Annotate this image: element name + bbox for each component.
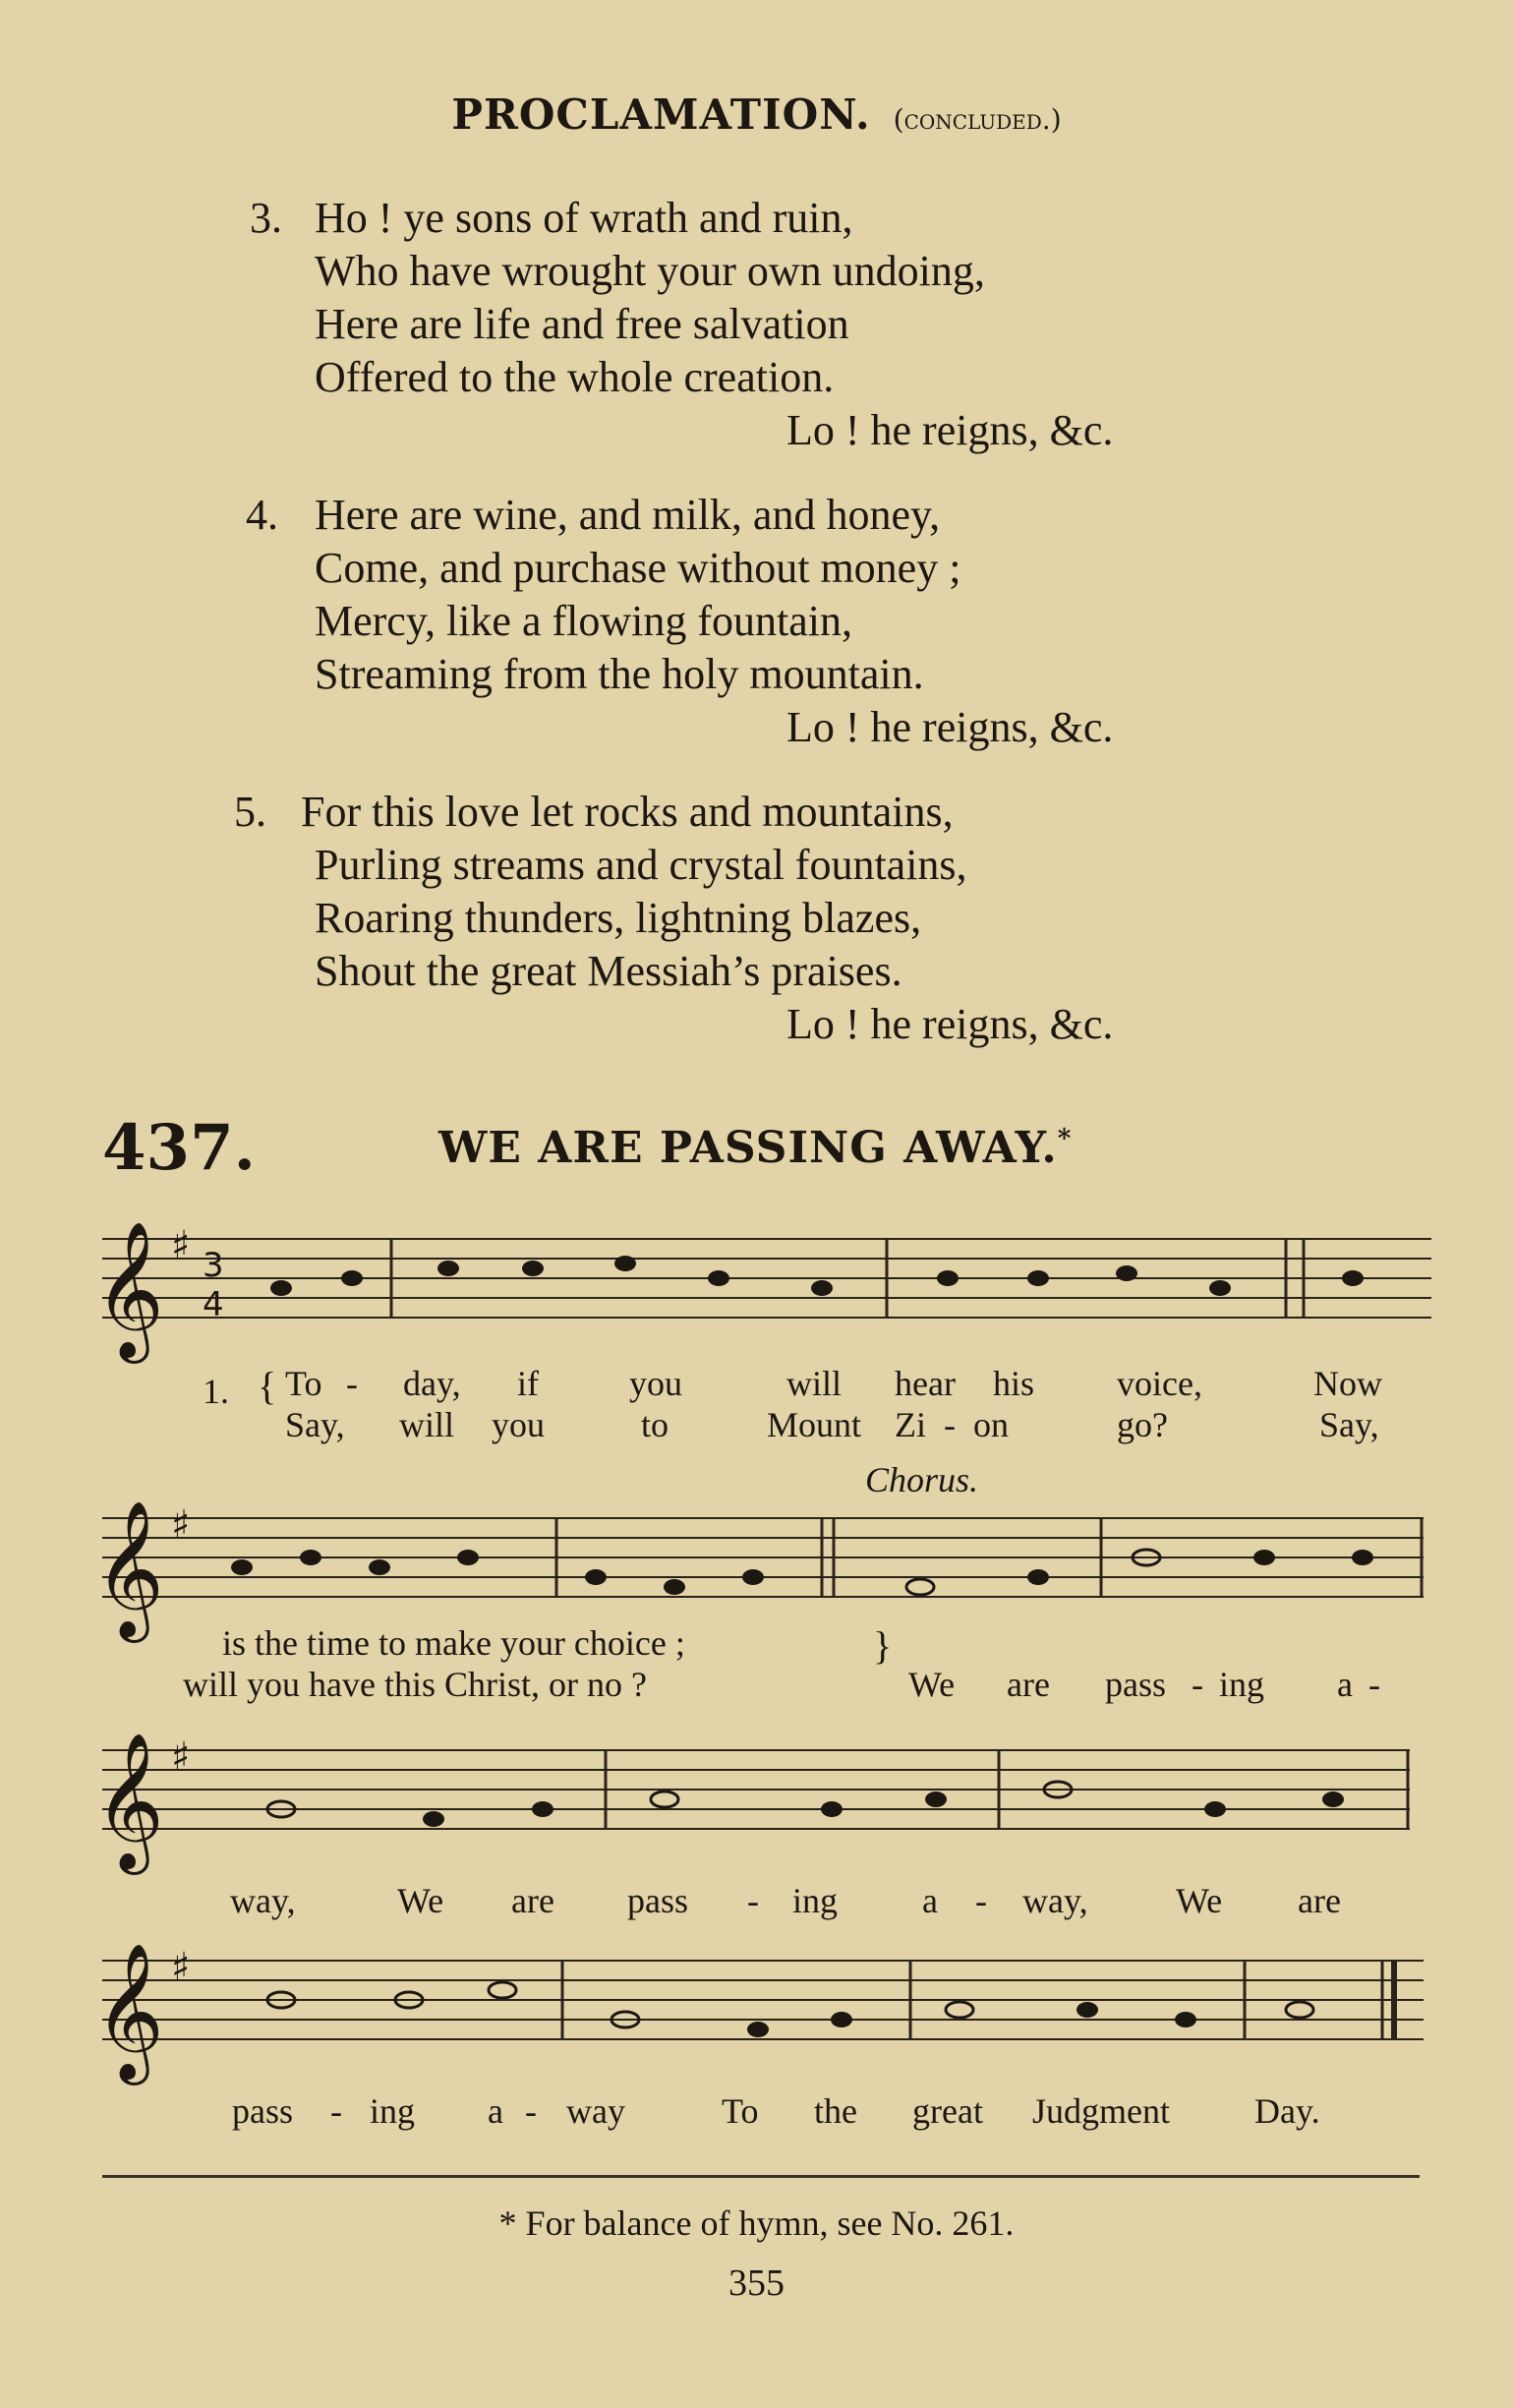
lyric-syllable: if [517, 1364, 539, 1403]
stanza-line: For this love let rocks and mountains, [301, 788, 954, 836]
lyric-line: will you have this Christ, or no ? [183, 1665, 647, 1704]
verse-number: 1. [203, 1372, 229, 1411]
lyric-syllable: day, [403, 1364, 461, 1403]
stanza-refrain: Lo ! he reigns, &c. [786, 703, 1114, 751]
lyric-syllable: We [1176, 1881, 1223, 1920]
hymn-title-mark: * [1057, 1124, 1073, 1154]
lyric-syllable: a [922, 1881, 938, 1920]
lyric-syllable: ing [370, 2091, 416, 2131]
lyric-syllable: - [747, 1881, 759, 1920]
stanza-line: Roaring thunders, lightning blazes, [315, 894, 922, 942]
lyric-syllable: ing [792, 1881, 839, 1920]
stanza-line: Who have wrought your own undoing, [315, 247, 985, 295]
stanza-refrain: Lo ! he reigns, &c. [786, 1000, 1114, 1048]
lyric-syllable: - [346, 1364, 358, 1403]
notes-system-3 [267, 1782, 1344, 1827]
lyric-syllable: are [511, 1881, 554, 1920]
sharp-icon: ♯ [171, 1945, 191, 1990]
lyric-syllable: - [975, 1881, 987, 1920]
stanza-line: Come, and purchase without money ; [315, 544, 961, 592]
time-signature: 3 [203, 1246, 224, 1285]
lyric-syllable: way [566, 2091, 625, 2131]
lyric-syllable: his [993, 1364, 1035, 1403]
lyric-syllable: - [1368, 1665, 1380, 1704]
lyric-syllable: Say, [1319, 1405, 1379, 1444]
footnote-divider [102, 2175, 1420, 2178]
lyric-syllable: the [814, 2091, 857, 2131]
treble-clef-icon: 𝄞 [94, 1733, 164, 1869]
lyric-syllable: pass [1105, 1665, 1166, 1704]
staff-system-1 [102, 1239, 1431, 1318]
stanza-line: Mercy, like a flowing fountain, [315, 597, 852, 645]
footnote: * For balance of hymn, see No. 261. [498, 2203, 1015, 2243]
notes-system-1 [270, 1256, 1364, 1296]
lyric-syllable: Judgment [1032, 2091, 1170, 2131]
lyric-syllable: you [629, 1364, 682, 1403]
lyric-syllable: are [1298, 1881, 1341, 1920]
notes-system-2 [231, 1550, 1373, 1595]
lyric-syllable: pass [232, 2091, 293, 2131]
stanza-line: Offered to the whole creation. [315, 353, 835, 401]
treble-clef-icon: 𝄞 [94, 1500, 164, 1637]
lyric-syllable: To [285, 1364, 322, 1403]
stanza-number: 4. [246, 491, 278, 539]
stanza-line: Streaming from the holy mountain. [315, 650, 924, 698]
lyric-syllable: way, [230, 1881, 296, 1920]
notes-system-4 [267, 1982, 1313, 2037]
sharp-icon: ♯ [171, 1502, 191, 1548]
stanza-number: 3. [250, 194, 282, 242]
lyric-syllable: way, [1022, 1881, 1088, 1920]
lyric-syllable: will [786, 1364, 843, 1403]
lyric-syllable: great [912, 2091, 983, 2131]
lyric-syllable: you [492, 1405, 545, 1444]
brace-icon: } [873, 1623, 893, 1668]
lyric-syllable: - [330, 2091, 342, 2131]
lyric-syllable: We [397, 1881, 444, 1920]
sharp-icon: ♯ [171, 1223, 191, 1268]
treble-clef-icon: 𝄞 [94, 1221, 164, 1358]
hymn-title [438, 1123, 1072, 1173]
brace-icon: { [258, 1364, 277, 1408]
lyric-syllable: to [641, 1405, 669, 1444]
page-header-title: PROCLAMATION. [451, 90, 871, 139]
lyric-syllable: Mount [767, 1405, 862, 1444]
lyric-line: is the time to make your choice ; [222, 1623, 685, 1663]
lyric-syllable: will [399, 1405, 455, 1444]
time-signature: 4 [203, 1285, 224, 1324]
lyric-syllable: hear [895, 1364, 956, 1403]
page-header [0, 90, 1513, 139]
staff-system-3 [102, 1750, 1410, 1829]
stanza-number: 5. [234, 788, 266, 836]
lyric-syllable: Day. [1254, 2091, 1320, 2131]
stanza-line: Shout the great Messiah’s praises. [315, 947, 902, 995]
stanza-refrain: Lo ! he reigns, &c. [786, 406, 1114, 454]
lyric-syllable: are [1007, 1665, 1050, 1704]
lyric-syllable: We [908, 1665, 956, 1704]
lyric-syllable: Say, [285, 1405, 345, 1444]
stanza-line: Here are life and free salvation [315, 300, 849, 348]
lyric-syllable: - [525, 2091, 537, 2131]
page-header-subtitle: (concluded.) [893, 103, 1062, 136]
lyric-syllable: - [1192, 1665, 1203, 1704]
lyric-syllable: Zi [895, 1405, 926, 1444]
lyric-syllable: ing [1219, 1665, 1265, 1704]
lyric-syllable: on [973, 1405, 1009, 1444]
lyric-syllable: a [1337, 1665, 1353, 1704]
lyric-syllable: To [722, 2091, 759, 2131]
page-number: 355 [728, 2262, 785, 2304]
lyric-syllable: pass [627, 1881, 688, 1920]
lyric-syllable: voice, [1117, 1364, 1202, 1403]
chorus-label: Chorus. [865, 1460, 979, 1499]
lyric-syllable: go? [1117, 1405, 1168, 1444]
lyric-syllable: Now [1313, 1364, 1382, 1403]
treble-clef-icon: 𝄞 [94, 1943, 164, 2080]
stanza-line: Here are wine, and milk, and honey, [315, 491, 941, 539]
lyric-syllable: a [488, 2091, 503, 2131]
hymn-number: 437. [102, 1111, 256, 1185]
hymn-title-text: WE ARE PASSING AWAY. [438, 1123, 1058, 1173]
lyric-syllable: - [944, 1405, 956, 1444]
stanza-line: Ho ! ye sons of wrath and ruin, [315, 194, 853, 242]
stanza-line: Purling streams and crystal fountains, [315, 841, 967, 889]
sharp-icon: ♯ [171, 1734, 191, 1780]
